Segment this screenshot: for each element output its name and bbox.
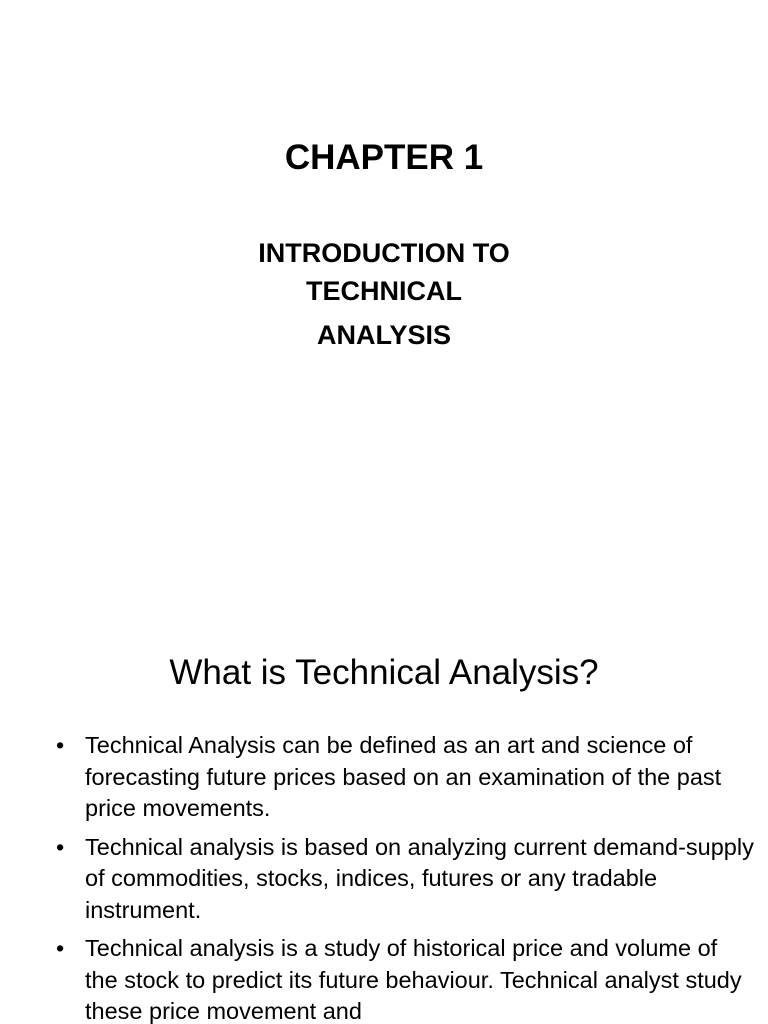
bullet-dot-icon: • xyxy=(56,935,65,961)
content-slide xyxy=(0,576,768,1024)
bullet-list xyxy=(56,730,756,1024)
subtitle-line-2: TECHNICAL xyxy=(306,276,462,306)
chapter-title: CHAPTER 1 xyxy=(284,138,484,177)
bullet-text: Technical Analysis can be defined as an art and science of forecasting future prices based on an examination of the past price movements. xyxy=(85,732,722,821)
bullet-dot-icon: • xyxy=(56,833,65,860)
bullet-text: Technical analysis is based on analyzing current demand-supply of commodities, stocks, indices, futures or any tradable instrument. xyxy=(85,833,754,923)
bullet-dot-icon: • xyxy=(56,732,65,758)
bullet-item xyxy=(56,933,756,1024)
slide-heading: What is Technical Analysis? xyxy=(169,653,599,692)
bullet-item xyxy=(56,730,756,825)
subtitle-line-3: ANALYSIS xyxy=(316,320,452,350)
bullet-text: Technical analysis is a study of historical price and volume of the stock to predict its future behaviour. Technical analyst study these price movement and xyxy=(85,935,742,1024)
subtitle-line-1: INTRODUCTION TO xyxy=(258,238,510,268)
bullet-item xyxy=(56,832,756,927)
